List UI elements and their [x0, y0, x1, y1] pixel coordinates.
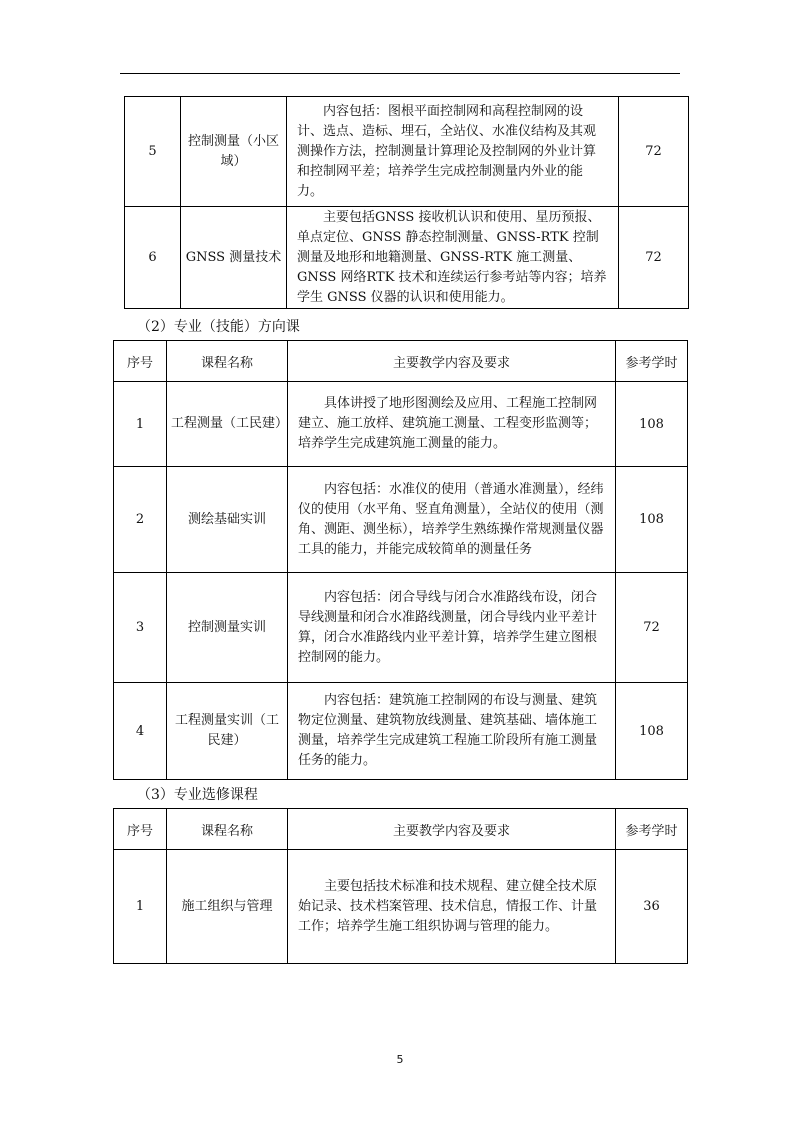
table-row: [125, 97, 689, 207]
row-number: 6: [125, 207, 181, 309]
course-hours: 108: [616, 382, 688, 467]
row-number: 5: [125, 97, 181, 207]
row-number: 2: [114, 467, 167, 573]
section-title-direction-courses: （2）专业（技能）方向课: [137, 319, 300, 335]
course-name: 测绘基础实训: [167, 467, 288, 573]
course-hours: 72: [619, 97, 689, 207]
course-content: 内容包括：闭合导线与闭合水准路线布设，闭合导线测量和闭合水准路线测量，闭合导线内业平差计算，闭合水准路线内业平差计算，培养学生建立图根控制网的能力。: [288, 573, 616, 683]
header-content: 主要教学内容及要求: [288, 341, 616, 382]
course-name: 工程测量（工民建）: [167, 382, 288, 467]
header-name: 课程名称: [167, 341, 288, 382]
section-title-elective-courses: （3）专业选修课程: [137, 787, 258, 803]
course-hours: 108: [616, 683, 688, 780]
course-content: 内容包括：水准仪的使用（普通水准测量），经纬仪的使用（水平角、竖直角测量），全站仪的使用（测角、测距、测坐标），培养学生熟练操作常规测量仪器工具的能力，并能完成较简单的测量任务: [288, 467, 616, 573]
header-num: 序号: [114, 341, 167, 382]
table-row: [114, 382, 688, 467]
header-rule: [120, 73, 680, 74]
page-number: 5: [396, 1053, 404, 1066]
elective-course-table: [113, 808, 688, 964]
course-hours: 108: [616, 467, 688, 573]
course-name: 施工组织与管理: [167, 850, 288, 964]
course-name: 工程测量实训（工民建）: [167, 683, 288, 780]
table-row: [114, 467, 688, 573]
course-content: 主要包括GNSS 接收机认识和使用、星历预报、单点定位、GNSS 静态控制测量、GNSS-RTK 控制测量及地形和地籍测量、GNSS-RTK 施工测量、GNSS 网络RTK 技术和连续运行参考站等内容；培养学生 GNSS 仪器的认识和使用能力。: [287, 207, 619, 309]
header-name: 课程名称: [167, 809, 288, 850]
course-hours: 72: [616, 573, 688, 683]
table-header-row: [114, 809, 688, 850]
course-hours: 72: [619, 207, 689, 309]
table-row: [114, 683, 688, 780]
row-number: 3: [114, 573, 167, 683]
table-row: [114, 850, 688, 964]
row-number: 4: [114, 683, 167, 780]
table-row: [125, 207, 689, 309]
course-name: GNSS 测量技术: [181, 207, 287, 309]
header-hours: 参考学时: [616, 341, 688, 382]
table-row: [114, 573, 688, 683]
course-content: 内容包括：图根平面控制网和高程控制网的设计、选点、造标、埋石，全站仪、水准仪结构及其观测操作方法，控制测量计算理论及控制网的外业计算和控制网平差；培养学生完成控制测量内外业的能力。: [287, 97, 619, 207]
course-hours: 36: [616, 850, 688, 964]
course-content: 主要包括技术标准和技术规程、建立健全技术原始记录、技术档案管理、技术信息，情报工作、计量工作；培养学生施工组织协调与管理的能力。: [288, 850, 616, 964]
table-header-row: [114, 341, 688, 382]
course-name: 控制测量（小区域）: [181, 97, 287, 207]
course-table-continued: [124, 96, 689, 309]
course-name: 控制测量实训: [167, 573, 288, 683]
header-hours: 参考学时: [616, 809, 688, 850]
course-content: 具体讲授了地形图测绘及应用、工程施工控制网建立、施工放样、建筑施工测量、工程变形监测等；培养学生完成建筑施工测量的能力。: [288, 382, 616, 467]
header-content: 主要教学内容及要求: [288, 809, 616, 850]
course-content: 内容包括：建筑施工控制网的布设与测量、建筑物定位测量、建筑物放线测量、建筑基础、墙体施工测量，培养学生完成建筑工程施工阶段所有施工测量任务的能力。: [288, 683, 616, 780]
row-number: 1: [114, 850, 167, 964]
header-num: 序号: [114, 809, 167, 850]
row-number: 1: [114, 382, 167, 467]
direction-course-table: [113, 340, 688, 780]
